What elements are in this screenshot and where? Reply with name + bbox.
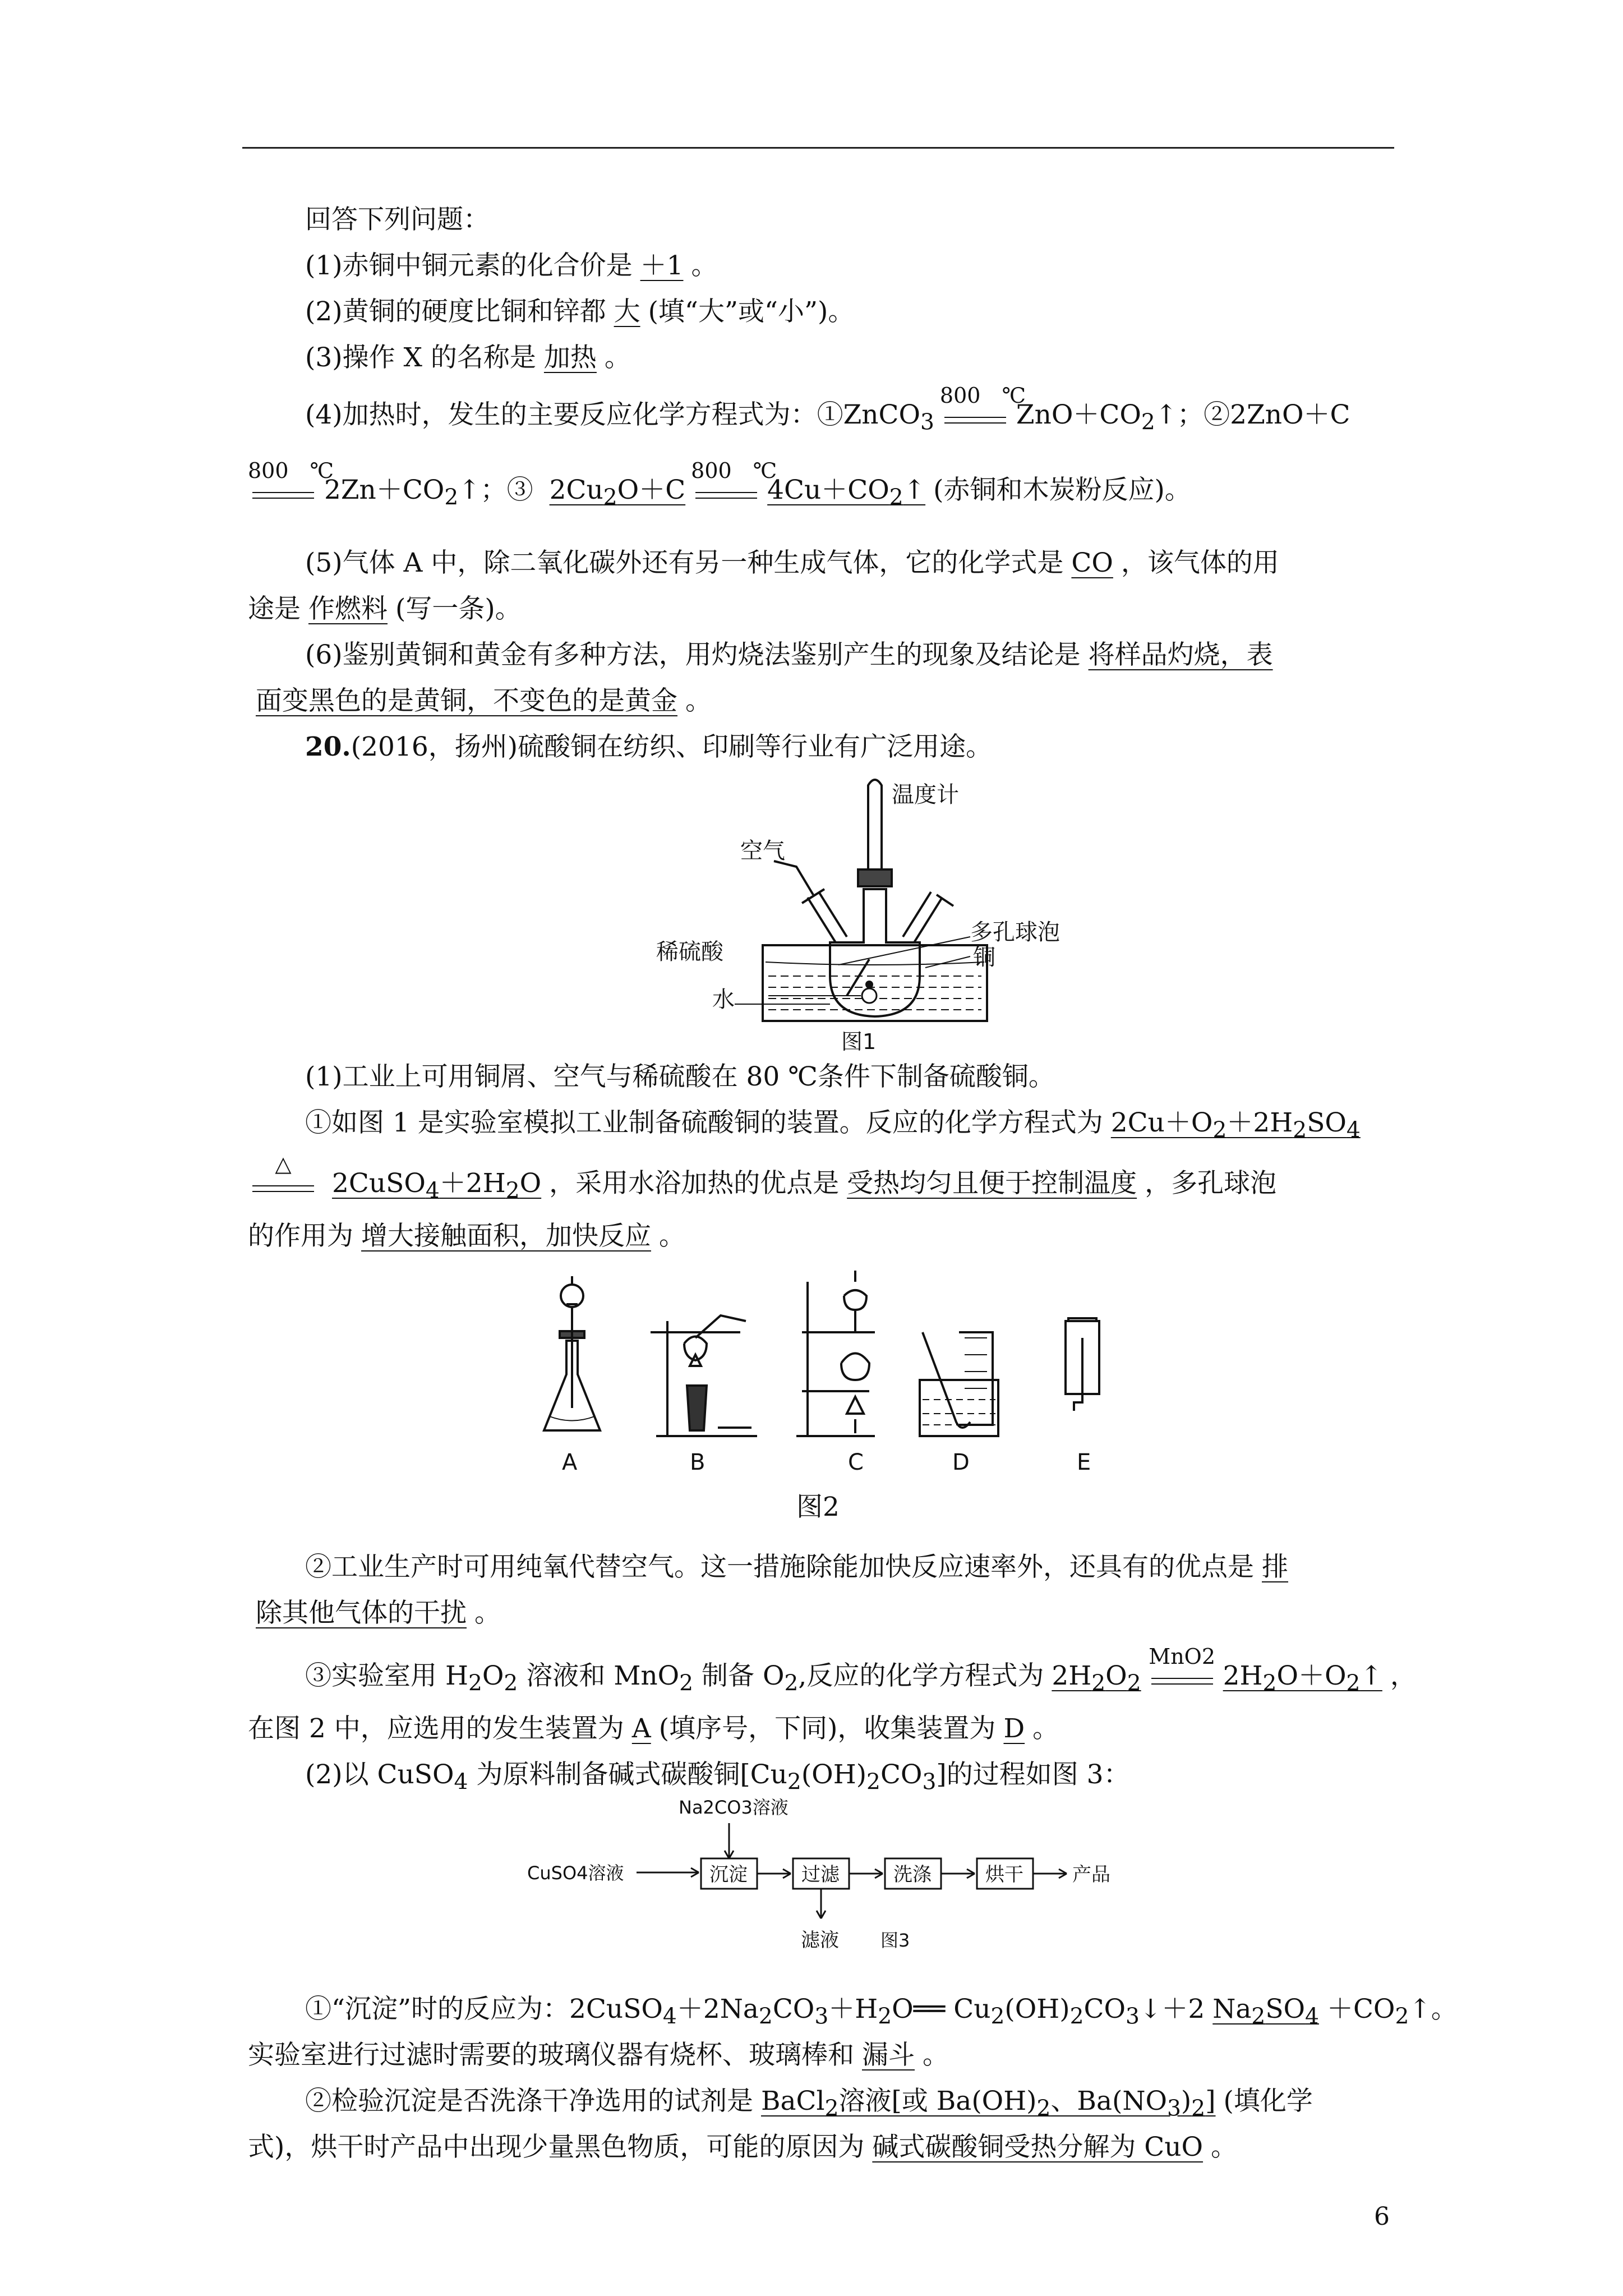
part-2-1-line-1: ①“沉淀”时的反应为：$2CuSO_4+2Na_2CO_3+H_2O══$ $Cu_2(OH)_2CO_3↓+2$ $Na_2SO_4$ $+CO_2↑$。 — [305, 1994, 1458, 2030]
question-1: (1)赤铜中铜元素的化合价是 ＋1 。 — [305, 250, 718, 281]
flow-step-filter: 过滤 — [801, 1864, 840, 1886]
answer-1-3-collector: D — [1003, 1713, 1025, 1744]
flow-step-precipitate: 沉淀 — [709, 1864, 748, 1886]
label-D: D — [952, 1450, 970, 1475]
question-4-line-2: 800 ℃ $2Zn+CO_2↑$；③ $2Cu_2O+C$ 800 ℃ $4Cu+CO_2↑$ (赤铜和木炭粉反应)。 — [248, 458, 1191, 510]
reaction-condition: △ — [248, 1168, 319, 1202]
part-1-2-line-1: ②工业生产时可用纯氧代替空气。这一措施除能加快反应速率外，还具有的优点是 排 — [305, 1544, 1444, 1591]
part-1-2-line-2: 除其他气体的干扰 。 — [248, 1590, 1386, 1637]
part-2-2-line-2: 式)，烘干时产品中出现少量黑色物质，可能的原因为 碱式碳酸铜受热分解为 CuO 。 — [248, 2132, 1238, 2162]
part-1-3-line-1: ③实验室用 $H_2O_2$ 溶液和 MnO$_2$ 制备 $O_2$,反应的化学方程式为 $2H_2O_2$ MnO2 $2H_2O+O_2↑$ ， — [305, 1644, 1417, 1696]
part-1-intro: (1)工业上可用铜屑、空气与稀硫酸在 80 ℃条件下制备硫酸铜。 — [305, 1061, 1055, 1092]
label-B: B — [690, 1450, 706, 1475]
flow-step-wash: 洗涤 — [893, 1864, 932, 1886]
answer-q6: 将样品灼烧，表 — [1088, 639, 1273, 670]
part-2-2-line-1: ②检验沉淀是否洗涤干净选用的试剂是 BaCl$_2$溶液[或 $Ba(OH)_2$、$Ba(NO_3)_2$] (填化学 — [305, 2086, 1313, 2122]
answer-1-1-bubbler: 增大接触面积，加快反应 — [361, 1221, 651, 1251]
answer-2-1-product: $Na_2SO_4$ — [1212, 1994, 1319, 2030]
answer-q4: $2Cu_2O+C$ 800 ℃ $4Cu+CO_2↑$ — [549, 458, 926, 510]
flow-reagent: Na2CO3溶液 — [679, 1797, 789, 1818]
part-2-intro: (2)以 CuSO$_4$ 为原料制备碱式碳酸铜$[Cu_2(OH)_2CO_3]$的过程如图 3： — [305, 1759, 1130, 1795]
label-copper: 铜 — [973, 945, 995, 970]
part-1-1-line-3: 的作用为 增大接触面积，加快反应 。 — [248, 1221, 685, 1251]
answer-q5-formula: CO — [1071, 547, 1113, 578]
flow-filtrate: 滤液 — [801, 1929, 839, 1952]
question-4-line-1: (4)加热时，发生的主要反应化学方程式为：①ZnCO$_3$ 800 ℃ $ZnO+CO_2↑$；②2ZnO＋C — [305, 383, 1350, 435]
label-bubbler: 多孔球泡 — [970, 919, 1060, 945]
flow-product: 产品 — [1072, 1864, 1110, 1886]
figure-1-caption: 图1 — [841, 1029, 877, 1054]
label-thermometer: 温度计 — [892, 782, 959, 808]
figure-1 — [656, 774, 1105, 1077]
answer-1-2-continued: 除其他气体的干扰 — [256, 1598, 467, 1628]
answer-2-2-reagent: BaCl$_2$溶液[或 $Ba(OH)_2$、$Ba(NO_3)_2$] — [761, 2086, 1216, 2122]
figure-3 — [527, 1792, 1172, 1961]
figure-3-caption: 图3 — [880, 1930, 910, 1951]
label-water: 水 — [712, 987, 735, 1013]
flow-step-dry: 烘干 — [985, 1864, 1023, 1886]
answer-1-1-advantage: 受热均匀且便于控制温度 — [847, 1168, 1137, 1199]
answer-1-2: 排 — [1262, 1552, 1288, 1582]
label-acid: 稀硫酸 — [656, 939, 723, 965]
question-3: (3)操作 X 的名称是 加热 。 — [305, 342, 631, 373]
label-air: 空气 — [740, 838, 785, 864]
answer-1-3-generator: A — [631, 1713, 651, 1744]
answer-q5-use: 作燃料 — [308, 593, 388, 624]
figure-2 — [527, 1265, 1144, 1489]
question-6-line-2: 面变黑色的是黄铜，不变色的是黄金 。 — [248, 678, 1386, 725]
answer-1-1-equation: $2Cu+O_2+2H_2SO_4$ — [1110, 1107, 1361, 1143]
answer-q1: ＋1 — [640, 250, 684, 281]
intro-line: 回答下列问题： — [305, 204, 490, 235]
reaction-condition: 800 ℃ — [940, 400, 1011, 434]
part-2-1-line-2: 实验室进行过滤时需要的玻璃仪器有烧杯、玻璃棒和 漏斗 。 — [248, 2040, 949, 2070]
answer-1-3-equation: $2H_2O_2$ MnO2 $2H_2O+O_2↑$ — [1052, 1644, 1382, 1696]
flow-start: CuSO4溶液 — [527, 1862, 624, 1884]
label-C: C — [848, 1450, 864, 1475]
part-1-1-line-2: △ $2CuSO_4+2H_2O$ ，采用水浴加热的优点是 受热均匀且便于控制温度 ，多孔球泡 — [248, 1160, 1386, 1207]
page-number: 6 — [1374, 2202, 1390, 2231]
answer-q3: 加热 — [543, 342, 597, 373]
question-20-title: 20.(2016，扬州)硫酸铜在纺织、印刷等行业有广泛用途。 — [305, 731, 993, 762]
question-2: (2)黄铜的硬度比铜和锌都 大 (填“大”或“小”)。 — [305, 296, 855, 327]
question-5-line-1: (5)气体 A 中，除二氧化碳外还有另一种生成气体，它的化学式是 CO ，该气体的用 — [305, 547, 1279, 578]
label-E: E — [1077, 1450, 1091, 1475]
answer-2-1-funnel: 漏斗 — [862, 2040, 915, 2070]
figure-2-caption: 图2 — [796, 1492, 840, 1522]
label-A: A — [562, 1450, 578, 1475]
part-1-1-line-1: ①如图 1 是实验室模拟工业制备硫酸铜的装置。反应的化学方程式为 $2Cu+O_2+2H_2SO_4$ — [305, 1099, 1444, 1147]
question-5-line-2: 途是 作燃料 (写一条)。 — [248, 593, 522, 624]
answer-q2: 大 — [614, 296, 640, 327]
answer-q6-continued: 面变黑色的是黄铜，不变色的是黄金 — [256, 685, 677, 716]
answer-1-1-products: $2CuSO_4+2H_2O$ — [332, 1168, 542, 1204]
answer-2-2-reason: 碱式碳酸铜受热分解为 CuO — [872, 2132, 1204, 2162]
reaction-condition: MnO2 — [1147, 1661, 1218, 1695]
question-6-line-1: (6)鉴别黄铜和黄金有多种方法，用灼烧法鉴别产生的现象及结论是 将样品灼烧，表 — [305, 632, 1444, 679]
reaction-condition: 800 ℃ — [248, 475, 319, 509]
reaction-condition: 800 ℃ — [691, 475, 762, 509]
part-1-3-line-2: 在图 2 中，应选用的发生装置为 A (填序号，下同)，收集装置为 D 。 — [248, 1713, 1059, 1744]
header-rule — [242, 147, 1394, 149]
